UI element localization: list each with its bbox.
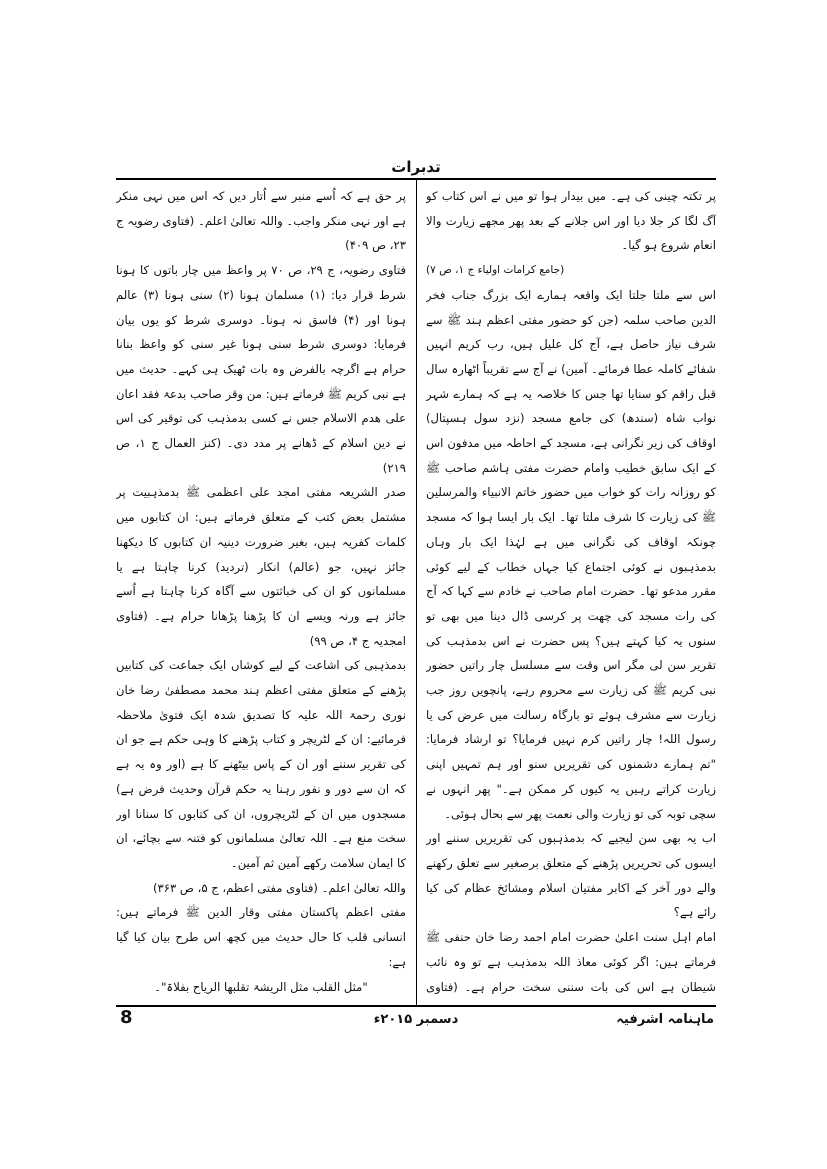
citation: (جامع کرامات اولیاء ج ۱، ص ۷) <box>426 264 565 277</box>
paragraph: صدر الشریعہ مفتی امجد علی اعظمی ﷺ بدمذہبیت پر مشتمل بعض کتب کے متعلق فرماتے ہیں: ان کتابوں میں کلمات کفریہ ہیں، بغیر ضرورت دینیہ ان کتابوں کا دیکھنا جائز نہیں، جو (عالم) انکار (تردید) کرنا چاہتا ہے یا مسلمانوں کو ان کی خباثتوں سے آگاہ کرنا چاہتا ہے اُسے جائز ہے ورنہ ویسے ان کا پڑھنا پڑھانا حرام ہے۔ (فتاوی امجدیہ ج ۴، ص ۹۹) <box>116 485 406 648</box>
page-header <box>116 158 716 180</box>
citation <box>116 999 406 1002</box>
citation: واللہ تعالیٰ اعلم۔ (فتاوی مفتی اعظم، ج ۵، ص ۳۶۳) <box>152 880 406 895</box>
paragraph: امام اہل سنت اعلیٰ حضرت امام احمد رضا خان حنفی ﷺ فرماتے ہیں: اگر کوئی معاذ اللہ بدمذہب ہے تو وہ نائب شیطان ہے اس کی بات سننی سخت حرام ہے۔ (فتاوی <box>426 930 716 994</box>
footer-rule <box>116 1005 716 1007</box>
page-footer <box>116 1007 716 1032</box>
hadith-quote: "مثل القلب مثل الریشۃ تقلبھا الریاح بفلاۃ"۔ <box>154 979 368 994</box>
column-divider <box>416 180 417 1005</box>
paragraph: پر حق ہے کہ اُسے منبر سے اُتار دیں کہ اس میں نہی منکر ہے اور نہی منکر واجب۔ واللہ تعالیٰ اعلم۔ (فتاوی رضویہ ج ۲۳، ص ۴۰۹) <box>116 189 406 253</box>
paragraph: اس سے ملتا جلتا ایک واقعہ ہمارے ایک بزرگ جناب فخر الدین صاحب سلمہ (جن کو حضور مفتی اعظم ہند ﷺ سے شرف نیاز حاصل ہے، آج کل علیل ہیں، رب کریم انہیں شفائے کاملہ عطا فرمائے۔ آمین) نے آج سے تقریباً اٹھارہ سال قبل راقم کو سنایا تھا جس کا خلاصہ یہ ہے کہ ہمارے شہر نواب شاہ (سندھ) کی جامع مسجد (نزد سول ہسپتال) اوقاف کی زیر نگرانی ہے، مسجد کے احاطہ میں مدفون اس کے ایک سابق خطیب وامام حضرت مفتی ہاشم صاحب ﷺ کو روزانہ رات کو خواب میں حضور خاتم الانبیاء والمرسلین ﷺ کی زیارت کا شرف ملتا تھا۔ ایک بار ایسا ہوا کہ مسجد چونکہ اوقاف کی نگرانی میں ہے لہٰذا ایک بار وہاں بدمذہبوں نے کوئی اجتماع کیا جہاں خطاب کے لیے کوئی مقرر مدعو تھا۔ حضرت امام صاحب نے خادم سے کہا کہ آج کی رات مسجد کی چھت پر کرسی ڈال دینا میں بھی تو سنوں یہ کیا کہتے ہیں؟ پس حضرت نے اس بدمذہب کی تقریر سن لی مگر اس وقت سے مسلسل چار راتیں حضور نبی کریم ﷺ کی زیارت سے محروم رہے، پانچویں روز جب زیارت سے مشرف ہوئے تو بارگاہ رسالت میں عرض کی یا رسول اللہ! چار راتیں کرم نہیں فرمایا؟ تو ارشاد فرمایا: "تم ہمارے دشمنوں کی تقریریں سنو اور ہم تمہیں اپنی زیارت کراتے رہیں یہ کیوں کر ممکن ہے۔" پھر انہوں نے سچی توبہ کی تو زیارت والی نعمت پھر سے بحال ہوئی۔ <box>426 287 716 821</box>
issue-date: دسمبر ۲۰۱۵ء <box>373 1012 459 1027</box>
paragraph: بدمذہبی کی اشاعت کے لیے کوشاں ایک جماعت کی کتابیں پڑھنے کے متعلق مفتی اعظم ہند محمد مصطفیٰ رضا خان نوری رحمۃ اللہ علیہ کا تصدیق شدہ ایک فتویٰ ملاحظہ فرمائیے: ان کے لٹریچر و کتاب پڑھنے کا وہی حکم ہے جو ان کی تقریر سننے اور ان کے پاس بیٹھنے کا ہے (اور وہ یہ ہے کہ ان سے دور و نفور رہنا یہ حکم قرآن وحدیث فرض ہے) مسجدوں میں ان کے لٹریچروں، ان کی کتابوں کا سنانا اور سخت منع ہے۔ اللہ تعالیٰ مسلمانوں کو فتنہ سے بچائے، ان کا ایمان سلامت رکھے آمین ثم آمین۔ <box>116 658 406 870</box>
left-column <box>116 184 406 1002</box>
paragraph: مفتی اعظم پاکستان مفتی وقار الدین ﷺ فرماتے ہیں: انسانی قلب کا حال حدیث میں کچھ اس طرح بیان کیا گیا ہے: <box>116 905 406 969</box>
right-column <box>426 184 716 1002</box>
magazine-name: ماہنامہ اشرفیہ <box>616 1012 714 1027</box>
page-title: تدبرات <box>391 158 441 176</box>
document-page <box>116 158 716 1030</box>
page-number: 8 <box>120 1007 133 1028</box>
paragraph: پر تکتہ چینی کی ہے۔ میں بیدار ہوا تو میں نے اس کتاب کو آگ لگا کر جلا دیا اور اس جلانے کے بعد پھر مجھے زیارت والا انعام شروع ہو گیا۔ <box>426 189 716 253</box>
paragraph: فتاوی رضویہ، ج ۲۹، ص ۷۰ پر واعظ میں چار باتوں کا ہونا شرط قرار دیا: (۱) مسلمان ہونا (۲) سنی ہونا (۳) عالم ہونا اور (۴) فاسق نہ ہونا۔ دوسری شرط کو یوں بیان فرمایا: دوسری شرط سنی ہونا غیر سنی کو واعظ بنانا حرام ہے اگرچہ بالفرض وہ بات ٹھیک ہی کہے۔ حدیث میں ہے نبی کریم ﷺ فرماتے ہیں: من وقر صاحب بدعۃ فقد اعان علی ھدم الاسلام جس نے کسی بدمذہب کی توقیر کی اس نے دین اسلام کے ڈھانے پر مدد دی۔ (کنز العمال ج ۱، ص ۲۱۹) <box>116 263 406 475</box>
paragraph: اب یہ بھی سن لیجیے کہ بدمذہبوں کی تقریریں سننے اور ایسوں کی تحریریں پڑھنے کے متعلق برصغیر سے تعلق رکھنے والے دور آخر کے اکابر مفتیان اسلام ومشائخ عظام کی کیا رائے ہے؟ <box>426 831 716 920</box>
